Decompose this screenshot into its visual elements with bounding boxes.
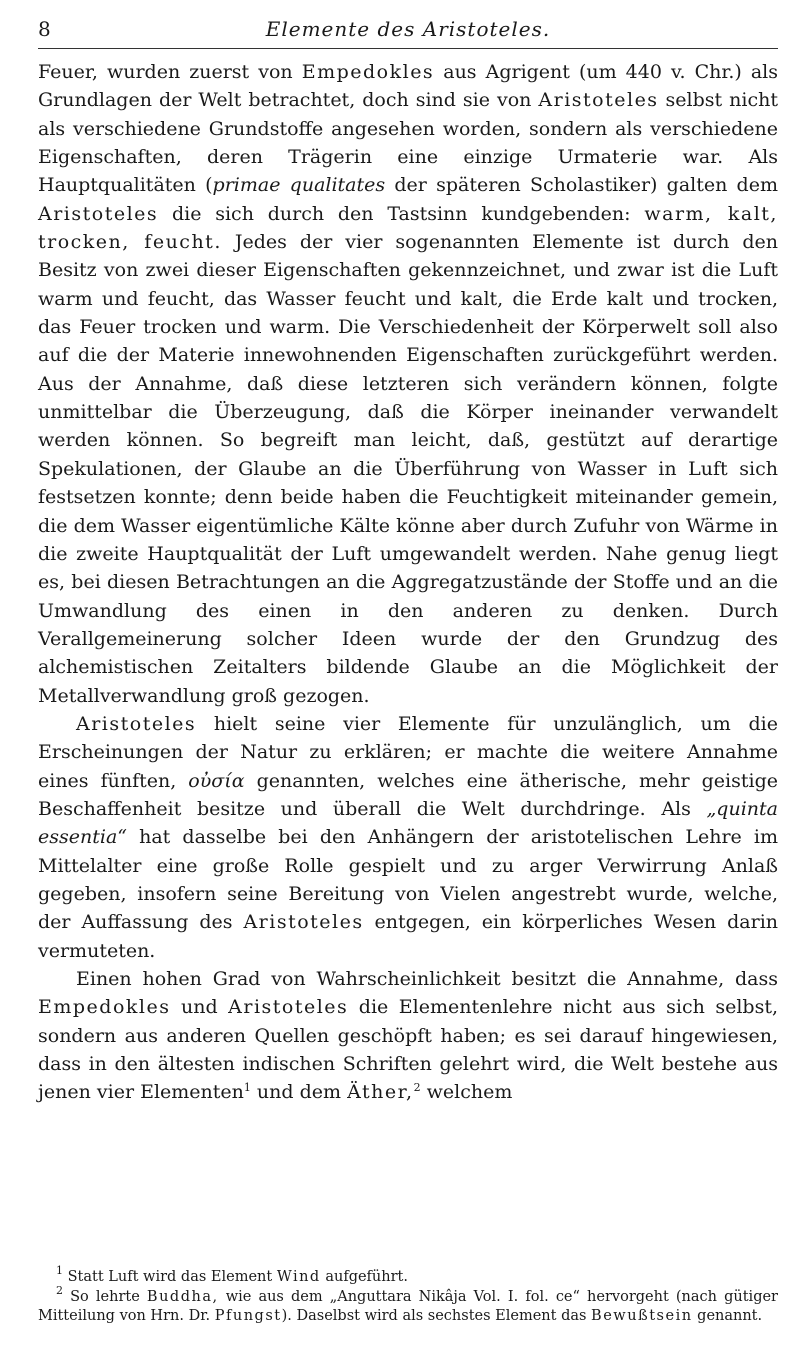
footnote-text-run: genannt. bbox=[692, 1308, 763, 1324]
paragraph-spaced-name: Aristoteles bbox=[38, 202, 159, 225]
paragraph-text-run: genannten, welches eine ätherische, mehr geistige Beschaffenheit besitze und überall die Welt durchdringe. Als bbox=[38, 769, 778, 820]
paragraph-text-run: und dem bbox=[250, 1081, 348, 1104]
paragraph-spaced-name: Aristoteles bbox=[538, 89, 659, 112]
paragraph-text-run: Einen hohen Grad von Wahrscheinlichkeit besitzt die Annahme, dass bbox=[76, 968, 778, 990]
footnote-spaced-name: Buddha, bbox=[146, 1288, 219, 1305]
footnote-text-run: ). Daselbst wird als sechstes Element das bbox=[281, 1308, 592, 1324]
footnote-spaced-name: Bewußtsein bbox=[591, 1308, 693, 1324]
paragraph-spaced-name: warm, kalt, trocken, feucht. bbox=[38, 202, 778, 254]
paragraph-text-run: aus Agrigent (um 440 v. Chr.) als Grundlagen der Welt betrachtet, doch sind sie von bbox=[38, 61, 778, 112]
paragraph-text-run: die sich durch den Tastsinn kundgebenden: bbox=[158, 202, 645, 225]
page-header bbox=[38, 14, 778, 49]
footnote-footnote-ref: 2 bbox=[56, 1283, 63, 1297]
footnote-spaced-name: Pfungst bbox=[214, 1308, 282, 1324]
footnote-text-run: aufgeführt. bbox=[320, 1269, 408, 1285]
paragraph-text-run: selbst nicht als verschiedene Grundstoffe angesehen worden, sondern als verschiedene Eigenschaften, deren Trägerin eine einzige Urmaterie war. Als Hauptqualitäten ( bbox=[38, 89, 778, 197]
footnote-footnote-ref: 1 bbox=[56, 1264, 63, 1277]
paragraph-text-run: hat dasselbe bei den Anhängern der aristotelischen Lehre im Mittelalter eine große Rolle gespielt und zu arger Verwirrung Anlaß gegeben, insofern seine Bereitung von Vielen angestrebt wurde, welche, der Auffassung des bbox=[38, 826, 778, 934]
body-text bbox=[38, 58, 778, 1107]
page-number: 8 bbox=[38, 17, 51, 41]
paragraph-text-run: und bbox=[170, 996, 229, 1019]
paragraph-text-run: entgegen, ein körperliches Wesen darin vermuteten. bbox=[38, 911, 779, 962]
footnote-spaced-name: Wind bbox=[276, 1269, 321, 1285]
paragraph-spaced-name: Empedokles bbox=[301, 61, 435, 83]
paragraph-text-run: der späteren Scholastiker) galten dem bbox=[385, 174, 778, 197]
paragraph-spaced-name: Äther, bbox=[347, 1081, 414, 1104]
footnote-text-run: So lehrte bbox=[63, 1288, 147, 1305]
footnote-text-run: wie aus dem „Anguttara Nikâja Vol. I. fol. ce“ hervorgeht (nach gütiger Mitteilung von Hrn. Dr. bbox=[38, 1288, 778, 1324]
paragraph-spaced-name: Empedokles bbox=[38, 996, 171, 1019]
paragraph-spaced-name: Aristoteles bbox=[243, 911, 364, 934]
paragraph-text-run: hielt seine vier Elemente für unzulänglich, um die Erscheinungen der Natur zu erklären; er machte die weitere Annahme eines fünften, bbox=[38, 712, 778, 792]
paragraph-2 bbox=[38, 710, 778, 965]
paragraph-footnote-ref: 2 bbox=[413, 1081, 421, 1095]
paragraph-text-run: die Elementenlehre nicht aus sich selbst, sondern aus anderen Quellen geschöpft haben; es sei darauf hingewiesen, dass in den ältesten indischen Schriften gelehrt wird, die Welt bestehe aus jenen vier Elementen bbox=[38, 996, 779, 1104]
paragraph-1 bbox=[38, 58, 778, 710]
paragraph-footnote-ref: 1 bbox=[243, 1081, 251, 1095]
paragraph-spaced-name: Aristoteles bbox=[76, 712, 197, 735]
paragraph-text-run: Jedes der vier sogenannten Elemente ist durch den Besitz von zwei dieser Eigenschaften gekennzeichnet, und zwar ist die Luft warm und feucht, das Wasser feucht und kalt, die Erde kalt und trocken, das Feuer trocken und warm. Die Verschiedenheit der Körperwelt soll also auf die der Materie innewohnenden Eigenschaften zurückgeführt werden. Aus der Annahme, daß diese letzteren sich verändern können, folgte unmittelbar die Überzeugung, daß die Körper ineinander verwandelt werden können. So begreift man leicht, daß, gestützt auf derartige Spekulationen, der Glaube an die Überführung von Wasser in Luft sich festsetzen konnte; denn beide haben die Feuchtigkeit miteinander gemein, die dem Wasser eigentümliche Kälte könne aber durch Zufuhr von Wärme in die zweite Hauptqualität der Luft umgewandelt werden. Nahe genug liegt es, bei diesen Betrachtungen an die Aggregatzustände der Stoffe und an die Umwandlung des einen in den anderen zu denken. Durch Verallgemeinerung solcher Ideen wurde der den Grundzug des alchemistischen Zeitalters bildende Glaube an die Möglichkeit der Metallverwandlung groß gezogen. bbox=[38, 231, 779, 707]
footnote-text-run: Statt Luft wird das Element bbox=[63, 1269, 277, 1285]
paragraph-italic-term: „quinta essentia“ bbox=[38, 797, 778, 849]
paragraph-italic-term: οὐσία bbox=[188, 769, 245, 792]
footnotes bbox=[38, 1264, 778, 1327]
footnote-2 bbox=[38, 1283, 778, 1327]
footnote-1 bbox=[38, 1264, 778, 1288]
paragraph-text-run: Feuer, wurden zuerst von bbox=[38, 61, 302, 83]
paragraph-spaced-name: Aristoteles bbox=[228, 996, 349, 1019]
paragraph-italic-term: primae qualitates bbox=[212, 174, 386, 197]
paragraph-3 bbox=[38, 965, 778, 1107]
running-title: Elemente des Aristoteles. bbox=[265, 17, 551, 41]
paragraph-text-run: welchem bbox=[420, 1081, 513, 1104]
